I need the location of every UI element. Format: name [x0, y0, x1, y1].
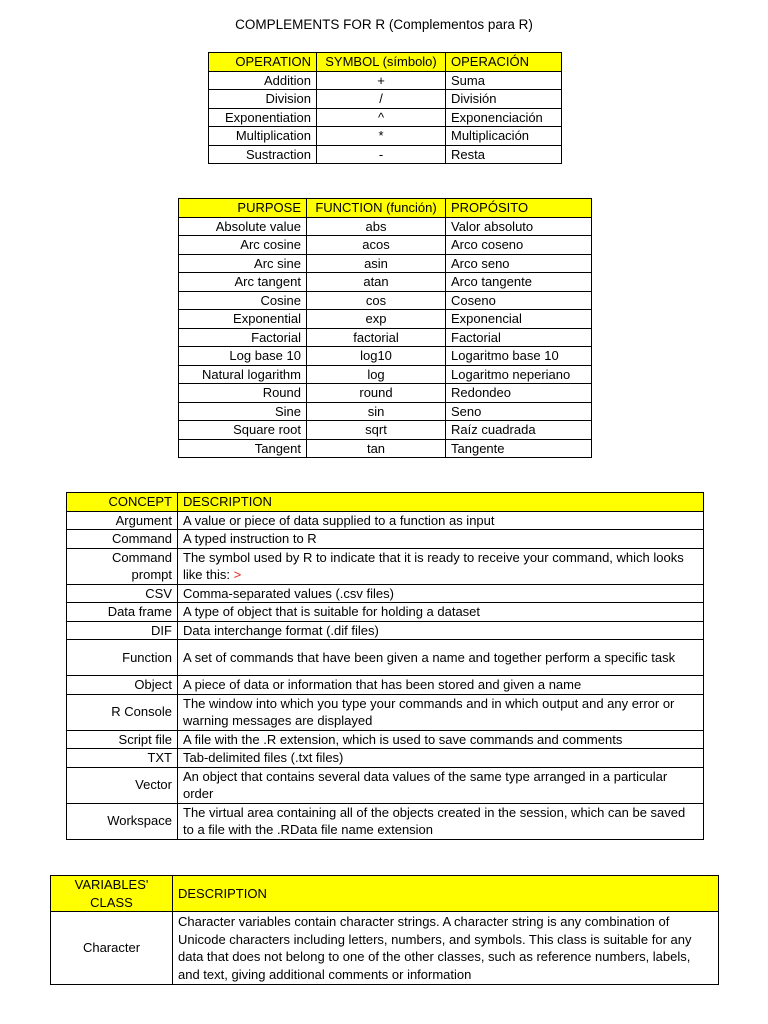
- function-purpose: Natural logarithm: [179, 365, 307, 384]
- table-row: [67, 603, 704, 622]
- concept-description: The window into which you type your commands and in which output and any error or warning messages are displayed: [178, 694, 704, 730]
- classes-header-row: [51, 876, 719, 912]
- header-operacion: OPERACIÓN: [446, 53, 562, 72]
- table-row: [179, 402, 592, 421]
- concept-term: Object: [67, 676, 178, 695]
- operation-name: Sustraction: [209, 145, 317, 164]
- function-purpose: Arc cosine: [179, 236, 307, 255]
- table-row: [67, 511, 704, 530]
- operation-spanish: Multiplicación: [446, 127, 562, 146]
- function-spanish: Arco coseno: [446, 236, 592, 255]
- concept-description: The virtual area containing all of the objects created in the session, which can be saved to a file with the .RData file name extension: [178, 803, 704, 839]
- function-spanish: Arco seno: [446, 254, 592, 273]
- document-title: COMPLEMENTS FOR R (Complementos para R): [235, 17, 533, 32]
- function-name: atan: [307, 273, 446, 292]
- header-description: DESCRIPTION: [178, 493, 704, 512]
- concept-term: Vector: [67, 767, 178, 803]
- concept-description-text: The symbol used by R to indicate that it is ready to receive your command, which looks like this:: [183, 549, 684, 582]
- header-concept: CONCEPT: [67, 493, 178, 512]
- header-proposito: PROPÓSITO: [446, 199, 592, 218]
- header-operation: OPERATION: [209, 53, 317, 72]
- concepts-table: [66, 492, 704, 840]
- function-spanish: Tangente: [446, 439, 592, 458]
- concept-term: Argument: [67, 511, 178, 530]
- function-purpose: Sine: [179, 402, 307, 421]
- table-row: [179, 347, 592, 366]
- table-row: [209, 71, 562, 90]
- concept-term: CSV: [67, 584, 178, 603]
- concept-description: A file with the .R extension, which is used to save commands and comments: [178, 730, 704, 749]
- function-name: exp: [307, 310, 446, 329]
- operation-symbol: *: [317, 127, 446, 146]
- function-purpose: Absolute value: [179, 217, 307, 236]
- table-row: [179, 328, 592, 347]
- concept-description: A value or piece of data supplied to a function as input: [178, 511, 704, 530]
- concepts-header-row: [67, 493, 704, 512]
- operation-symbol: +: [317, 71, 446, 90]
- header-class-description: DESCRIPTION: [173, 876, 719, 912]
- function-purpose: Round: [179, 384, 307, 403]
- function-purpose: Cosine: [179, 291, 307, 310]
- table-row: [67, 730, 704, 749]
- table-row: [67, 803, 704, 839]
- function-name: abs: [307, 217, 446, 236]
- concept-description: An object that contains several data values of the same type arranged in a particular order: [178, 767, 704, 803]
- concept-term: Workspace: [67, 803, 178, 839]
- function-name: factorial: [307, 328, 446, 347]
- table-row: [179, 236, 592, 255]
- concept-description: A typed instruction to R: [178, 530, 704, 549]
- header-symbol: SYMBOL (símbolo): [317, 53, 446, 72]
- table-row: [209, 145, 562, 164]
- table-row: [179, 439, 592, 458]
- operation-symbol: /: [317, 90, 446, 109]
- function-purpose: Square root: [179, 421, 307, 440]
- table-row: [179, 310, 592, 329]
- header-variables-class: VARIABLES' CLASS: [51, 876, 173, 912]
- operation-spanish: División: [446, 90, 562, 109]
- function-spanish: Valor absoluto: [446, 217, 592, 236]
- operations-header-row: [209, 53, 562, 72]
- operation-spanish: Exponenciación: [446, 108, 562, 127]
- function-name: asin: [307, 254, 446, 273]
- table-row: [67, 676, 704, 695]
- function-spanish: Exponencial: [446, 310, 592, 329]
- r-prompt-symbol: >: [233, 567, 242, 582]
- class-name: Character: [51, 912, 173, 985]
- function-spanish: Redondeo: [446, 384, 592, 403]
- function-spanish: Logaritmo neperiano: [446, 365, 592, 384]
- operation-name: Exponentiation: [209, 108, 317, 127]
- concept-term: Function: [67, 640, 178, 676]
- function-purpose: Log base 10: [179, 347, 307, 366]
- operation-spanish: Resta: [446, 145, 562, 164]
- concept-term: R Console: [67, 694, 178, 730]
- concept-description: A piece of data or information that has been stored and given a name: [178, 676, 704, 695]
- function-name: acos: [307, 236, 446, 255]
- table-row: [179, 384, 592, 403]
- concept-description: Tab-delimited files (.txt files): [178, 749, 704, 768]
- function-spanish: Coseno: [446, 291, 592, 310]
- table-row: [67, 640, 704, 676]
- table-row: [67, 530, 704, 549]
- table-row: [209, 108, 562, 127]
- operation-symbol: ^: [317, 108, 446, 127]
- function-spanish: Factorial: [446, 328, 592, 347]
- table-row: [179, 365, 592, 384]
- function-spanish: Arco tangente: [446, 273, 592, 292]
- concept-term: Command prompt: [67, 548, 178, 584]
- function-name: sin: [307, 402, 446, 421]
- table-row: [179, 421, 592, 440]
- function-name: cos: [307, 291, 446, 310]
- operation-name: Multiplication: [209, 127, 317, 146]
- function-name: log10: [307, 347, 446, 366]
- operation-name: Division: [209, 90, 317, 109]
- table-row: [209, 90, 562, 109]
- concept-description: A set of commands that have been given a name and together perform a specific task: [178, 640, 704, 676]
- table-row: [179, 273, 592, 292]
- function-spanish: Logaritmo base 10: [446, 347, 592, 366]
- concept-description: Data interchange format (.dif files): [178, 621, 704, 640]
- header-purpose: PURPOSE: [179, 199, 307, 218]
- concept-term: Command: [67, 530, 178, 549]
- function-purpose: Arc sine: [179, 254, 307, 273]
- function-spanish: Seno: [446, 402, 592, 421]
- operation-spanish: Suma: [446, 71, 562, 90]
- operation-symbol: -: [317, 145, 446, 164]
- operations-table: [208, 52, 562, 164]
- table-row: [67, 767, 704, 803]
- table-row: [179, 254, 592, 273]
- table-row: [67, 749, 704, 768]
- concept-description: A type of object that is suitable for holding a dataset: [178, 603, 704, 622]
- function-purpose: Tangent: [179, 439, 307, 458]
- concept-term: TXT: [67, 749, 178, 768]
- function-spanish: Raíz cuadrada: [446, 421, 592, 440]
- table-row: [179, 291, 592, 310]
- function-purpose: Arc tangent: [179, 273, 307, 292]
- concept-term: DIF: [67, 621, 178, 640]
- class-description: Character variables contain character strings. A character string is any combination of Unicode characters including letters, numbers, and symbols. This class is suitable for any data that does not belong to one of the other classes, such as reference numbers, labels, and text, giving additional comments or information: [173, 912, 719, 985]
- concept-term: Data frame: [67, 603, 178, 622]
- table-row: [67, 548, 704, 584]
- header-function: FUNCTION (función): [307, 199, 446, 218]
- operation-name: Addition: [209, 71, 317, 90]
- variable-classes-table: [50, 875, 719, 985]
- table-row: [51, 912, 719, 985]
- function-purpose: Factorial: [179, 328, 307, 347]
- concept-description: Comma-separated values (.csv files): [178, 584, 704, 603]
- table-row: [179, 217, 592, 236]
- function-name: tan: [307, 439, 446, 458]
- function-purpose: Exponential: [179, 310, 307, 329]
- function-name: round: [307, 384, 446, 403]
- functions-table: [178, 198, 592, 458]
- concept-description: [178, 548, 704, 584]
- table-row: [67, 694, 704, 730]
- concept-term: Script file: [67, 730, 178, 749]
- table-row: [67, 584, 704, 603]
- functions-header-row: [179, 199, 592, 218]
- table-row: [209, 127, 562, 146]
- function-name: log: [307, 365, 446, 384]
- function-name: sqrt: [307, 421, 446, 440]
- table-row: [67, 621, 704, 640]
